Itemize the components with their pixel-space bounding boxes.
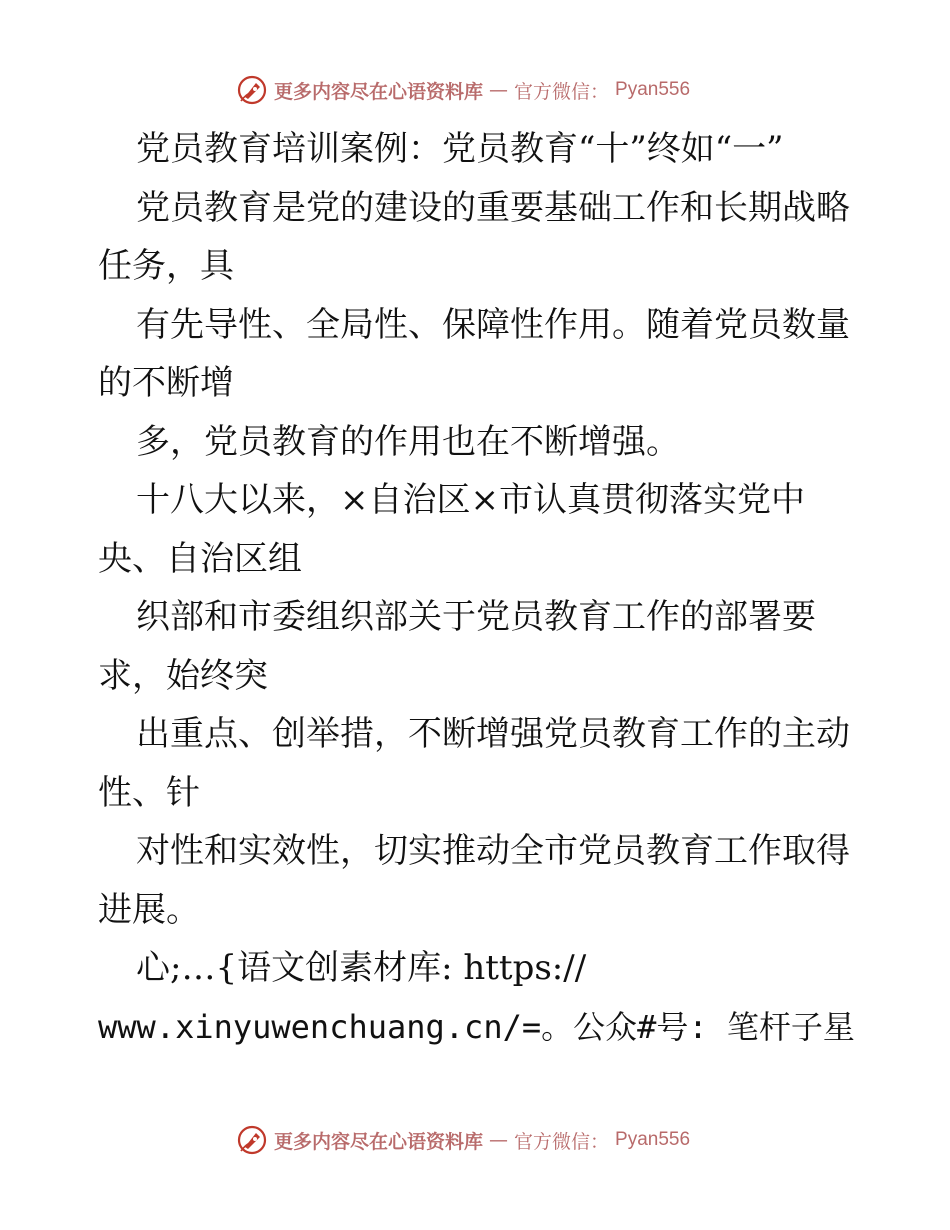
- source-link-line[interactable]: 心;…{语文创素材库: https://: [136, 948, 587, 988]
- paragraph-line: 求，始终突: [98, 655, 268, 696]
- banner-channel: 官方微信：: [514, 1130, 610, 1153]
- banner-channel: 官方微信：: [514, 80, 610, 103]
- banner-title: 更多内容尽在心语资料库: [274, 80, 484, 103]
- paragraph-line: 有先导性、全局性、保障性作用。随着党员数量: [136, 304, 850, 345]
- document-title: 党员教育培训案例：党员教育“十”终如“一”: [136, 129, 784, 169]
- paragraph-line: 的不断增: [98, 363, 234, 403]
- paragraph-line: 织部和市委组织部关于党员教育工作的部署要: [136, 597, 816, 637]
- document-body: [98, 120, 858, 1056]
- banner-wechat-id: Pyan556: [615, 79, 691, 100]
- paragraph-line: 央、自治区组: [98, 538, 302, 579]
- paragraph-line: 对性和实效性，切实推动全市党员教育工作取得: [136, 831, 850, 871]
- paragraph-line: 十八大以来，×自治区×市认真贯彻落实党中: [136, 480, 805, 520]
- banner-title: 更多内容尽在心语资料库: [274, 1130, 484, 1153]
- footer-banner[interactable]: [236, 1123, 690, 1157]
- source-url-line[interactable]: www.xinyuwenchuang.cn/=。公众#号: 笔杆子星: [98, 1007, 855, 1046]
- banner-wechat-id: Pyan556: [615, 1129, 691, 1150]
- pen-nib-logo-icon: [236, 74, 268, 106]
- paragraph-line: 进展。: [98, 889, 200, 930]
- banner-dash: —: [489, 1129, 509, 1151]
- paragraph-line: 出重点、创举措，不断增强党员教育工作的主动: [136, 714, 850, 754]
- banner-dash: —: [489, 79, 509, 101]
- paragraph-line: 任务，具: [98, 246, 234, 286]
- paragraph-line: 性、针: [98, 772, 200, 813]
- pen-nib-logo-icon: [236, 1124, 268, 1156]
- header-banner[interactable]: [236, 73, 690, 107]
- paragraph-line: 多，党员教育的作用也在不断增强。: [136, 421, 680, 462]
- paragraph-line: 党员教育是党的建设的重要基础工作和长期战略: [136, 187, 850, 228]
